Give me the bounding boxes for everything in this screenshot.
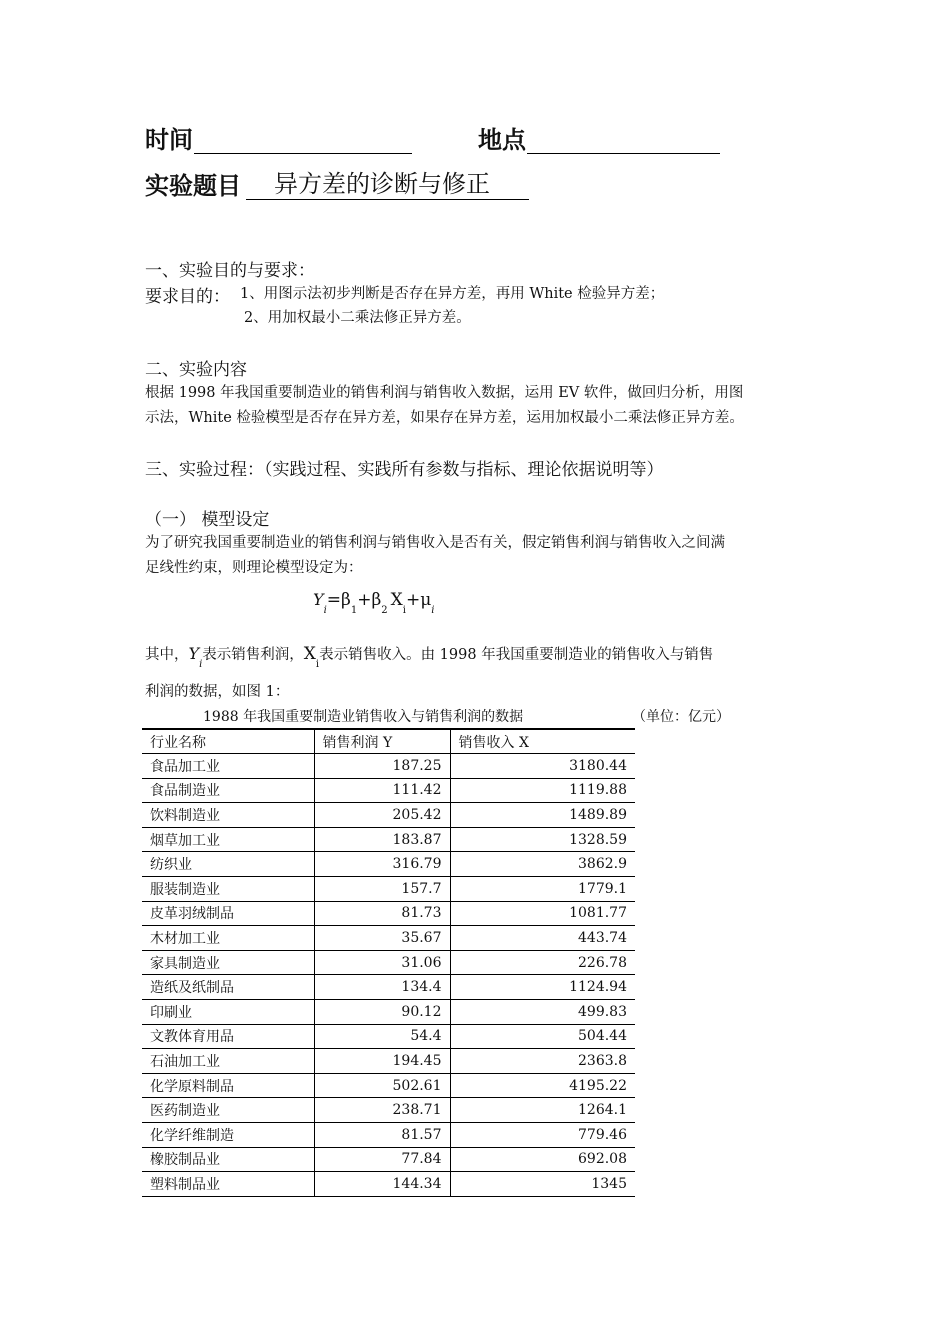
table-row (142, 852, 635, 877)
table-row (142, 1098, 635, 1123)
model-para-2: 足线性约束，则理论模型设定为： (145, 560, 363, 576)
cell-industry: 医药制造业 (142, 1098, 314, 1123)
cell-industry: 塑料制品业 (142, 1172, 314, 1197)
cell-profit: 35.67 (314, 926, 450, 951)
model-subtitle: （一） 模型设定 (145, 510, 270, 530)
cell-revenue: 499.83 (450, 1000, 635, 1025)
cell-profit: 187.25 (314, 754, 450, 779)
table-header-row (142, 729, 635, 754)
table-row (142, 827, 635, 852)
cell-revenue: 3862.9 (450, 852, 635, 877)
cell-profit: 81.57 (314, 1123, 450, 1148)
cell-industry: 石油加工业 (142, 1049, 314, 1074)
section2-line-1: 根据 1998 年我国重要制造业的销售利润与销售收入数据，运用 EV 软件，做回归分析，用图 (145, 385, 744, 401)
cell-industry: 烟草加工业 (142, 827, 314, 852)
cell-profit: 31.06 (314, 950, 450, 975)
cell-revenue: 1119.88 (450, 778, 635, 803)
cell-revenue: 226.78 (450, 950, 635, 975)
time-label: 时间 (145, 126, 193, 154)
req-item-1: 1、用图示法初步判断是否存在异方差，再用 White 检验异方差； (240, 286, 665, 302)
cell-industry: 印刷业 (142, 1000, 314, 1025)
cell-industry: 化学纤维制造 (142, 1123, 314, 1148)
cell-revenue: 2363.8 (450, 1049, 635, 1074)
table-row (142, 1073, 635, 1098)
cell-profit: 157.7 (314, 877, 450, 902)
cell-profit: 90.12 (314, 1000, 450, 1025)
cell-revenue: 1264.1 (450, 1098, 635, 1123)
table-row (142, 877, 635, 902)
cell-revenue: 1124.94 (450, 975, 635, 1000)
cell-revenue: 692.08 (450, 1147, 635, 1172)
cell-industry: 家具制造业 (142, 950, 314, 975)
cell-profit: 502.61 (314, 1073, 450, 1098)
header-revenue: 销售收入 X (450, 729, 635, 754)
cell-revenue: 1081.77 (450, 901, 635, 926)
table-row (142, 778, 635, 803)
header-industry: 行业名称 (142, 729, 314, 754)
cell-profit: 77.84 (314, 1147, 450, 1172)
table-row (142, 803, 635, 828)
place-underline (527, 153, 720, 154)
cell-industry: 纺织业 (142, 852, 314, 877)
topic-label: 实验题目 (145, 172, 241, 200)
model-formula: $Y_i=\beta_1+\beta_2X_i+\mu_i$ (313, 590, 435, 616)
table-row (142, 975, 635, 1000)
section2-title: 二、实验内容 (145, 360, 247, 380)
cell-industry: 橡胶制品业 (142, 1147, 314, 1172)
cell-profit: 144.34 (314, 1172, 450, 1197)
cell-revenue: 779.46 (450, 1123, 635, 1148)
cell-profit: 205.42 (314, 803, 450, 828)
table-row (142, 901, 635, 926)
section3-title: 三、实验过程：（实践过程、实践所有参数与指标、理论依据说明等） (145, 460, 664, 480)
cell-revenue: 1489.89 (450, 803, 635, 828)
variable-note-line-2: 利润的数据，如图 1： (145, 684, 290, 700)
table-row (142, 926, 635, 951)
cell-revenue: 504.44 (450, 1024, 635, 1049)
table-row (142, 1172, 635, 1197)
table-row (142, 1000, 635, 1025)
variable-note: 其中，$Y_i$表示销售利润，$X_i$表示销售收入。由 1998 年我国重要制造业的销售收入与销售 (145, 644, 714, 670)
cell-revenue: 4195.22 (450, 1073, 635, 1098)
cell-revenue: 1345 (450, 1172, 635, 1197)
table-row (142, 1049, 635, 1074)
cell-industry: 皮革羽绒制品 (142, 901, 314, 926)
cell-revenue: 443.74 (450, 926, 635, 951)
cell-industry: 饮料制造业 (142, 803, 314, 828)
cell-industry: 食品制造业 (142, 778, 314, 803)
cell-profit: 238.71 (314, 1098, 450, 1123)
cell-profit: 194.45 (314, 1049, 450, 1074)
section2-line-2: 示法，White 检验模型是否存在异方差，如果存在异方差，运用加权最小二乘法修正异方差。 (145, 410, 744, 426)
cell-industry: 文教体育用品 (142, 1024, 314, 1049)
topic-underline (246, 199, 529, 200)
cell-industry: 造纸及纸制品 (142, 975, 314, 1000)
table-row (142, 1123, 635, 1148)
req-label: 要求目的： (145, 287, 230, 307)
cell-profit: 54.4 (314, 1024, 450, 1049)
topic-value: 异方差的诊断与修正 (274, 170, 490, 198)
cell-profit: 316.79 (314, 852, 450, 877)
section1-title: 一、实验目的与要求： (145, 261, 315, 281)
table-row (142, 950, 635, 975)
cell-profit: 111.42 (314, 778, 450, 803)
cell-revenue: 1779.1 (450, 877, 635, 902)
table-row (142, 1024, 635, 1049)
cell-industry: 木材加工业 (142, 926, 314, 951)
model-para-1: 为了研究我国重要制造业的销售利润与销售收入是否有关，假定销售利润与销售收入之间满 (145, 535, 725, 551)
cell-revenue: 3180.44 (450, 754, 635, 779)
req-item-2: 2、用加权最小二乘法修正异方差。 (244, 310, 471, 326)
table-row (142, 754, 635, 779)
cell-industry: 化学原料制品 (142, 1073, 314, 1098)
data-table (142, 728, 635, 1197)
table-row (142, 1147, 635, 1172)
table-caption: 1988 年我国重要制造业销售收入与销售利润的数据 (203, 709, 524, 725)
header-profit: 销售利润 Y (314, 729, 450, 754)
cell-revenue: 1328.59 (450, 827, 635, 852)
time-underline (194, 153, 412, 154)
table-unit: （单位：亿元） (632, 709, 730, 725)
cell-industry: 食品加工业 (142, 754, 314, 779)
cell-profit: 183.87 (314, 827, 450, 852)
cell-industry: 服装制造业 (142, 877, 314, 902)
place-label: 地点 (478, 126, 526, 154)
cell-profit: 81.73 (314, 901, 450, 926)
cell-profit: 134.4 (314, 975, 450, 1000)
